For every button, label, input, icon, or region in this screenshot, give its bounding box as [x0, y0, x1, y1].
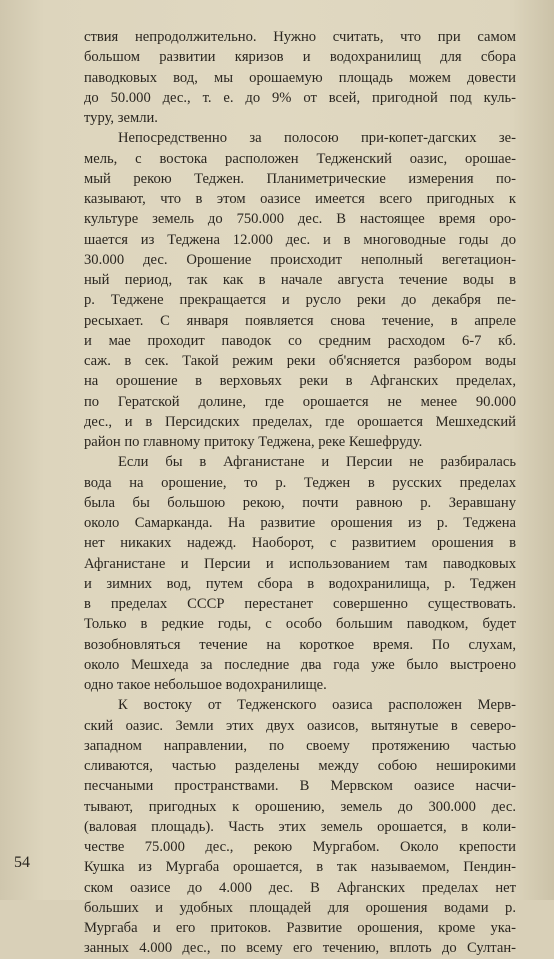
text-line: мый рекою Теджен. Планиметрические измерения по-: [84, 170, 516, 187]
page-number: 54: [14, 854, 30, 871]
text-line: вода на орошение, то р. Теджен в русских пределах: [84, 474, 516, 491]
text-line: Кушка из Мургаба орошается, в так называемом, Пендин-: [84, 859, 516, 876]
paragraph: [84, 695, 516, 958]
text-line: честве 75.000 дес., рекою Мургабом. Около крепости: [84, 839, 516, 855]
text-line: ный период, так как в начале августа течение воды в: [84, 272, 516, 288]
paragraph: [84, 128, 516, 452]
text-line: культуре земель до 750.000 дес. В настоящее время оро-: [84, 211, 516, 228]
text-line: Непосредственно за полосою при-копет-дагских зе-: [118, 130, 516, 147]
text-line: 30.000 дес. Орошение происходит неполный вегетацион-: [84, 251, 516, 268]
text-line: ском оазисе до 4.000 дес. В Афганских пределах нет: [84, 879, 516, 896]
text-line: ствия непродолжительно. Нужно считать, что при самом: [84, 29, 516, 45]
text-line: в пределах СССР перестанет совершенно существовать.: [84, 596, 516, 612]
body-text: [84, 27, 516, 959]
text-line: район по главному притоку Теджена, реке Кешефруду.: [84, 434, 423, 450]
text-line: на орошение в верховьях реки в Афганских пределах,: [84, 373, 516, 390]
text-line: тывают, пригодных к орошению, земель до 300.000 дес.: [84, 798, 516, 815]
text-line: была бы большою рекою, почти равною р. Зеравшану: [84, 494, 516, 511]
text-line: песчаными пространствами. В Мервском оазисе насчи-: [84, 778, 516, 795]
text-line: Только в редкие годы, с особо большим паводком, будет: [84, 616, 516, 633]
text-line: сливаются, частью разделены между собою неширокими: [84, 758, 516, 774]
text-line: саж. в сек. Такой режим реки об'ясняется разбором воды: [84, 353, 516, 369]
text-line: до 50.000 дес., т. е. до 9% от всей, пригодной под куль-: [84, 89, 516, 106]
text-line: больших и удобных площадей для орошения водами р.: [84, 899, 516, 916]
text-line: туру, земли.: [84, 110, 158, 126]
text-line: дес., и в Персидских пределах, где орошается Мешхедский: [84, 413, 516, 430]
text-line: казывают, что в этом оазисе имеется всего пригодных к: [84, 191, 516, 207]
text-line: и зимних вод, путем сбора в водохранилища, р. Теджен: [84, 575, 516, 592]
text-line: мель, с востока расположен Тедженский оазис, орошае-: [84, 150, 516, 167]
text-line: Мургаба и его притоков. Развитие орошения, кроме ука-: [84, 920, 516, 936]
text-line: Афганистане и Персии и использованием там паводковых: [84, 555, 516, 572]
text-line: по Гератской долине, где орошается не менее 90.000: [84, 393, 516, 410]
paragraph: [84, 452, 516, 695]
text-line: одно такое небольшое водохранилище.: [84, 677, 327, 693]
text-line: около Самарканда. На развитие орошения из р. Теджена: [84, 515, 516, 531]
text-line: ский оазис. Земли этих двух оазисов, вытянутые в северо-: [84, 717, 516, 734]
text-line: шается из Теджена 12.000 дес. и в многоводные годы до: [84, 231, 516, 248]
paragraph: [84, 27, 516, 128]
text-line: р. Теджене прекращается и русло реки до декабря пе-: [84, 292, 516, 309]
text-line: западном направлении, по своему протяжению частью: [84, 737, 516, 754]
text-line: около Мешхеда за последние два года уже было выстроено: [84, 656, 516, 673]
text-line: Если бы в Афганистане и Персии не разбиралась: [118, 454, 516, 471]
text-line: занных 4.000 дес., по всему его течению, вплоть до Султан-: [84, 940, 516, 957]
text-line: нет никаких надежд. Наоборот, с развитием орошения в: [84, 535, 516, 552]
text-line: возобновляться течение на короткое время. По слухам,: [84, 636, 516, 653]
text-line: (валовая площадь). Часть этих земель орошается, в коли-: [84, 818, 516, 835]
text-line: паводковых вод, мы орошаемую площадь можем довести: [84, 69, 516, 86]
text-line: и мае проходит паводок со средним расходом 6-7 кб.: [84, 332, 516, 349]
text-line: большом развитии кяризов и водохранилищ для сбора: [84, 49, 516, 66]
text-line: К востоку от Тедженского оазиса расположен Мерв-: [118, 697, 516, 714]
text-line: ресыхает. С января появляется снова течение, в апреле: [84, 312, 516, 329]
